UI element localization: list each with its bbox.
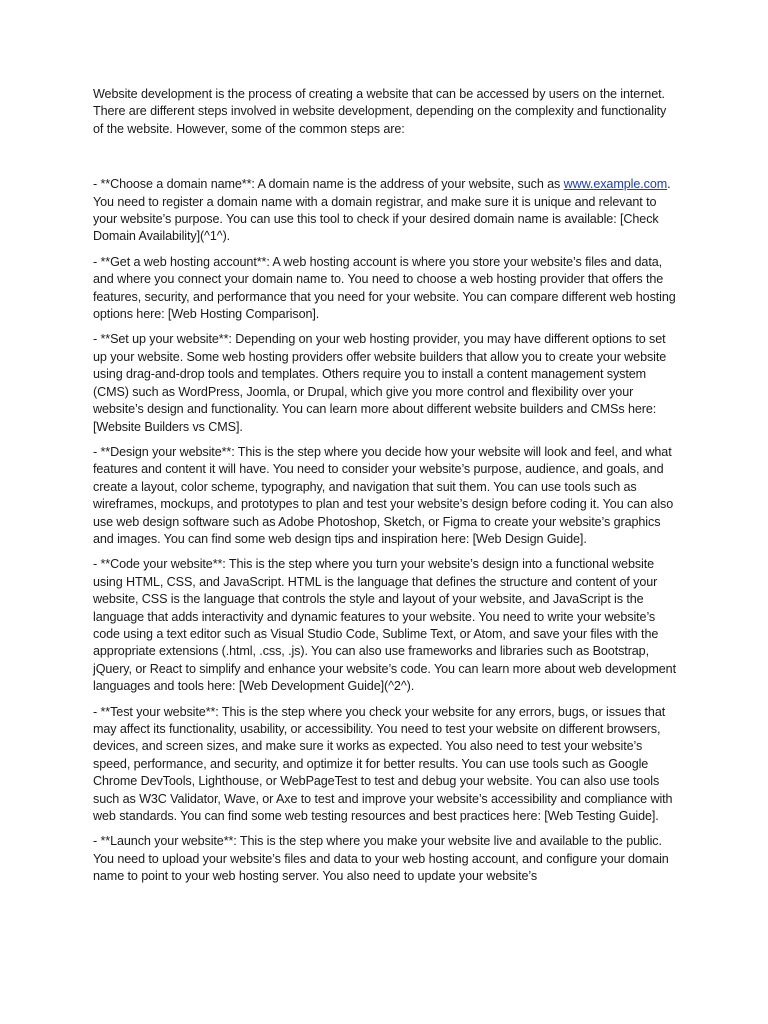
step-code-website: - **Code your website**: This is the step where you turn your website’s design into a functional website using HTML, CSS, and JavaScript. HTML is the language that defines the structure and content of your website, CSS is the language that controls the style and layout of your website, and JavaScript is the language that adds interactivity and dynamic features to your website. You need to write your website’s code using a text editor such as Visual Studio Code, Sublime Text, or Atom, and save your files with the appropriate extensions (.html, .css, .js). You can also use frameworks and libraries such as Bootstrap, jQuery, or React to simplify and enhance your website’s code. You can learn more about web development languages and tools here: [Web Development Guide](^2^). (93, 557, 676, 694)
example-domain-link[interactable]: www.example.com (563, 177, 668, 192)
document-page (93, 86, 678, 894)
step-design-website: - **Design your website**: This is the step where you decide how your website will look and feel, and what features and content it will have. You need to consider your website’s purpose, audience, and goals, and create a layout, color scheme, typography, and navigation that suit them. You can use tools such as wireframes, mockups, and prototypes to plan and test your website’s design before coding it. You can also use web design software such as Adobe Photoshop, Sketch, or Figma to create your website’s graphics and images. You can find some web design tips and inspiration here: [Web Design Guide]. (93, 444, 674, 546)
step-choose-domain-text-after: . You need to register a domain name with a domain registrar, and make sure it is unique and relevant to your website’s purpose. You can use this tool to check if your desired domain name is available: [Check Domain Availability](^1^). (93, 177, 671, 244)
step-web-hosting: - **Get a web hosting account**: A web hosting account is where you store your website’s files and data, and where you connect your domain name to. You need to choose a web hosting provider that offers the features, security, and performance that you need for your website. You can compare different web hosting options here: [Web Hosting Comparison]. (93, 254, 676, 322)
step-choose-domain-text-before: - **Choose a domain name**: A domain name is the address of your website, such as (93, 177, 564, 192)
step-choose-domain (93, 176, 678, 246)
step-test-website: - **Test your website**: This is the step where you check your website for any errors, bugs, or issues that may affect its functionality, usability, or accessibility. You need to test your website on different browsers, devices, and screen sizes, and make sure it works as expected. You also need to test your website’s speed, performance, and security, and optimize it for better results. You can use tools such as Google Chrome DevTools, Lighthouse, or WebPageTest to test and debug your website. You can also use tools such as W3C Validator, Wave, or Axe to test and improve your website’s accessibility and compliance with web standards. You can find some web testing resources and best practices here: [Web Testing Guide]. (93, 704, 673, 824)
step-launch-website: - **Launch your website**: This is the step where you make your website live and available to the public. You need to upload your website’s files and data to your web hosting account, and configure your domain name to point to your web hosting server. You also need to update your website’s (93, 834, 669, 884)
step-set-up-website: - **Set up your website**: Depending on your web hosting provider, you may have different options to set up your website. Some web hosting providers offer website builders that allow you to create your website using drag-and-drop tools and templates. Others require you to install a content management system (CMS) such as WordPress, Joomla, or Drupal, which give you more control and flexibility over your website’s design and functionality. You can learn more about different website builders and CMSs here: [Website Builders vs CMS]. (93, 332, 667, 434)
intro-paragraph: Website development is the process of creating a website that can be accessed by users on the internet. There are different steps involved in website development, depending on the complexity and functionality of the website. However, some of the common steps are: (93, 87, 667, 136)
